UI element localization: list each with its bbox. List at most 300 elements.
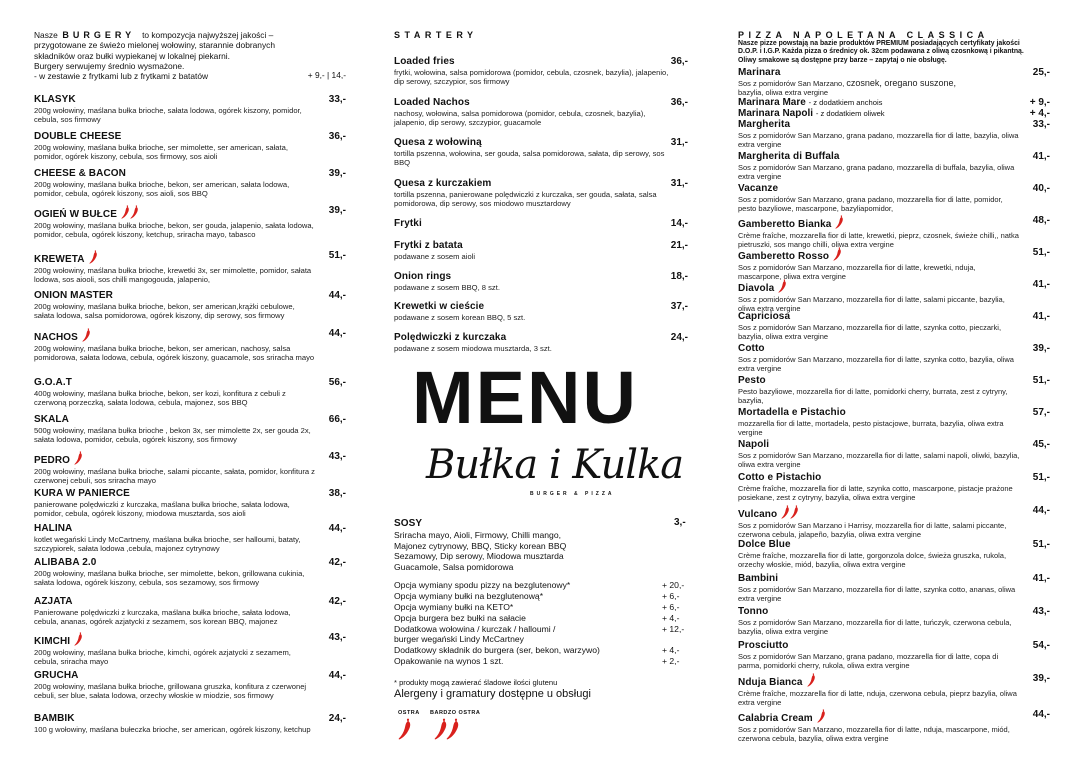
chili-pepper-icon xyxy=(130,205,139,219)
item-desc: tortilla pszenna, wołowina, ser gouda, salsa pomidorowa, sałata, dip serowy, sos BBQ xyxy=(394,149,665,168)
chili-pepper-icon xyxy=(817,709,826,723)
item-price: 44,- xyxy=(328,328,346,339)
item-price: 36,- xyxy=(328,131,346,142)
burgers-column xyxy=(34,0,346,770)
item-name-text: Krewetki w cieście xyxy=(394,301,485,312)
intro-line: składników oraz bułki wypiekanej w lokalnej piekarni. xyxy=(34,50,230,61)
menu-item xyxy=(34,94,346,124)
menu-item xyxy=(394,332,688,353)
legend-very-hot-label: BARDZO OSTRA xyxy=(430,710,481,716)
menu-item xyxy=(738,472,1050,502)
item-desc: 100 g wołowiny, maślana bułeczka brioche, ser american, ogórek kiszony, ketchup xyxy=(34,725,311,734)
menu-item xyxy=(394,97,688,127)
option-price: + 20,- xyxy=(662,580,685,590)
menu-item xyxy=(738,343,1050,373)
item-name-text: BAMBIK xyxy=(34,713,75,724)
item-desc: podawane z sosem aioli xyxy=(394,252,476,261)
item-desc: Crème fraîche, mozzarella fior di latte, nduja, czerwona cebula, pieprz bazylia, oliwa extra vergine xyxy=(738,689,1017,707)
menu-item xyxy=(738,67,1050,97)
option-row xyxy=(394,656,688,667)
menu-item xyxy=(34,205,346,239)
item-desc: 200g wołowiny, maślana bułka brioche, bekon, ser american, sałata lodowa, pomidor, cebula, ogórek kiszony, sos aioli, sos BBQ xyxy=(34,180,290,199)
item-name xyxy=(738,215,1050,231)
sauces-title: SOSY xyxy=(394,518,423,529)
item-desc: Sos z pomidorów San Marzano, grana padano, mozzarella fior di latte, bazylia, oliwa extra vergine xyxy=(738,131,1019,149)
pizza-title: PIZZA NAPOLETANA CLASSICA xyxy=(738,30,989,40)
item-name xyxy=(738,311,1050,323)
item-name xyxy=(738,539,1050,551)
option-price: + 12,- xyxy=(662,623,685,634)
menu-item xyxy=(738,673,1050,707)
menu-item xyxy=(738,439,1050,469)
chili-pepper-icon xyxy=(833,247,842,261)
item-name-text: SKALA xyxy=(34,414,69,425)
item-name xyxy=(34,94,346,106)
item-name-text: KURA W PANIERCE xyxy=(34,488,130,499)
item-desc: Sos z pomidorów San Marzano i Harrisy, mozzarella fior di latte, salami piccante, czerwona cebula, jalapeño, bazylia, oliwa extra vergine xyxy=(738,521,1007,539)
item-name xyxy=(738,573,1050,585)
menu-item xyxy=(738,311,1050,341)
item-desc: frytki, wołowina, salsa pomidorowa (pomidor, cebula, czosnek, bazylia), jalapenio, dip serowy, szczypior, sos firmowy xyxy=(394,68,669,87)
pizza-intro-line: D.O.P. i I.G.P. Każda pizza o średnicy ok. 32cm podawana z oliwą czosnkową i pikantną. xyxy=(738,48,1024,56)
menu-item-addon xyxy=(738,97,1050,108)
item-desc: kotlet wegański Lindy McCartneny, maślana bułka brioche, ser halloumi, bataty, szczypiorek, sałata lodowa ,cebula, majonez cytrynowy xyxy=(34,535,301,554)
chili-pepper-icon xyxy=(121,205,130,219)
item-desc: Sos z pomidorów San Marzano, mozzarella fior di latte, nduja, mascarpone, miód, czerwona cebula, bazylia, oliwa extra vergine xyxy=(738,725,1010,743)
item-name-text: NACHOS xyxy=(34,332,78,343)
item-price: 41,- xyxy=(1032,573,1050,584)
item-name-text: Margherita di Buffala xyxy=(738,151,840,162)
menu-item xyxy=(394,137,688,167)
menu-item xyxy=(34,557,346,587)
item-price: 37,- xyxy=(670,301,688,312)
item-name xyxy=(738,439,1050,451)
menu-item xyxy=(394,301,688,322)
item-desc: Sos z pomidorów San Marzano, grana padano, mozzarella fior di latte, copa di parma, pomidorki cherry, rukola, oliwa extra vergine xyxy=(738,652,999,670)
menu-item xyxy=(738,573,1050,603)
menu-item xyxy=(738,505,1050,539)
item-name-text: Pesto xyxy=(738,375,766,386)
item-price: 39,- xyxy=(1032,343,1050,354)
intro-line: - w zestawie z frytkami lub z frytkami z batatów xyxy=(34,71,209,82)
item-name xyxy=(738,673,1050,689)
menu-item xyxy=(738,407,1050,437)
menu-item xyxy=(738,119,1050,149)
item-desc: 400g wołowiny, maślana bułka brioche, bekon, ser kozi, konfitura z cebuli z czerwoną porzeczką, sałata lodowa, cebula, majonez, sos BBQ xyxy=(34,389,286,408)
item-name-text: Vacanze xyxy=(738,183,779,194)
item-name xyxy=(34,451,346,467)
sauces-line: Majonez cytrynowy, BBQ, Sticky korean BBQ xyxy=(394,540,567,551)
item-name-text: HALINA xyxy=(34,523,73,534)
fries-price: + 9,- | 14,- xyxy=(307,70,346,80)
item-name-text: ALIBABA 2.0 xyxy=(34,557,97,568)
menu-item xyxy=(34,250,346,284)
menu-item-addon xyxy=(738,108,1050,119)
item-name xyxy=(394,218,688,230)
intro-line: Burgery serwujemy średnio wysmażone. xyxy=(34,60,185,71)
item-desc: Crème fraîche, mozzarella fior di latte, gorgonzola dolce, świeża gruszka, rukola, orzechy włoskie, miód, bazylia, oliwa extra vergine xyxy=(738,551,1007,569)
menu-item xyxy=(394,56,688,86)
menu-item xyxy=(738,539,1050,569)
menu-item xyxy=(34,670,346,700)
item-name xyxy=(738,606,1050,618)
item-desc: podawane z sosem miodowa musztarda, 3 szt. xyxy=(394,344,552,353)
item-name-text: KIMCHI xyxy=(34,636,71,647)
item-price: 21,- xyxy=(670,240,688,251)
item-name xyxy=(34,557,346,569)
menu-item xyxy=(738,183,1050,213)
pizza-intro xyxy=(738,40,1050,65)
item-desc: 200g wołowiny, maślana bułka brioche, bekon, ser american, nachosy, salsa pomidorowa, sałata lodowa, cebula, ogórek kiszony, guacamole, sos sriracha mayo xyxy=(34,344,315,363)
sauces-line: Guacamole, Salsa pomidorowa xyxy=(394,561,514,572)
pizza-intro-line: Oliwy smakowe są dostępne przy barze – zapytaj o nie obsługę. xyxy=(738,56,947,64)
option-label: Opcja burgera bez bułki na sałacie xyxy=(394,612,526,623)
option-label: Opakowanie na wynos 1 szt. xyxy=(394,656,504,667)
item-price: 42,- xyxy=(328,557,346,568)
item-name xyxy=(394,137,688,149)
item-name xyxy=(34,131,346,143)
menu-item xyxy=(738,606,1050,636)
item-price: 14,- xyxy=(670,218,688,229)
item-price: 42,- xyxy=(328,596,346,607)
option-label: Opcja wymiany bułki na KETO* xyxy=(394,601,514,612)
item-price: 48,- xyxy=(1032,215,1050,226)
item-name xyxy=(738,640,1050,652)
chili-pepper-icon xyxy=(398,718,412,740)
item-name xyxy=(394,178,688,190)
item-price: 51,- xyxy=(1032,539,1050,550)
option-row xyxy=(394,634,688,645)
item-name xyxy=(738,472,1050,484)
item-price: 33,- xyxy=(1032,119,1050,130)
item-desc: Pesto bazyliowe, mozzarella fior di latte, pomidorki cherry, burrata, zest z cytryny, bazylia, xyxy=(738,387,1008,405)
item-name-text: Onion rings xyxy=(394,271,452,282)
item-price: 31,- xyxy=(670,137,688,148)
item-name-text: Dolce Blue xyxy=(738,539,791,550)
item-name-text: OGIEŃ W BUŁCE xyxy=(34,209,117,220)
option-label: Opcja wymiany spodu pizzy na bezglutenowy* xyxy=(394,580,571,590)
item-desc: panierowane polędwiczki z kurczaka, maślana bułka brioche, sałata lodowa, pomidor, cebula, ogórek kiszony, miodowa musztarda, sos aioli xyxy=(34,500,290,519)
item-name-text: ONION MASTER xyxy=(34,290,113,301)
item-desc: 200g wołowiny, maślana bułka brioche, bekon, ser american,krążki cebulowe, sałata lodowa, salsa pomidorowa, ogórek kiszony, dip serowy, sos firmowy xyxy=(34,302,295,321)
item-name xyxy=(34,670,346,682)
item-name-text: Capriciosa xyxy=(738,311,791,322)
sauces-price: 3,- xyxy=(674,517,686,528)
item-desc: Sos z pomidorów San Marzano, mozzarella fior di latte, salami piccante, bazylia, oliwa extra vergine xyxy=(738,295,1005,313)
option-price: + 4,- xyxy=(662,612,680,623)
item-name xyxy=(34,523,346,535)
item-name-text: G.O.A.T xyxy=(34,377,72,388)
item-name xyxy=(34,290,346,302)
item-price: 51,- xyxy=(1032,247,1050,258)
intro-burgery: BURGERY xyxy=(62,30,136,40)
item-name-text: GRUCHA xyxy=(34,670,79,681)
legend-hot-label: OSTRA xyxy=(398,710,420,716)
menu-item xyxy=(34,596,346,626)
item-name xyxy=(738,343,1050,355)
item-name-text: Quesa z wołowiną xyxy=(394,137,482,148)
item-desc: Crème fraîche, mozzarella fior di latte, krewetki, pieprz, czosnek, świeże chilli,, natka pietruszki, sos mango chilli, oliwa extra vergine xyxy=(738,231,1019,249)
item-price: 41,- xyxy=(1032,279,1050,290)
item-price: 39,- xyxy=(1032,673,1050,684)
item-name-text: Gamberetto Bianka xyxy=(738,219,832,230)
menu-item xyxy=(738,640,1050,670)
item-desc: 200g wołowiny, maślana bułka brioche, sałata lodowa, ogórek kiszony, pomidor, cebula, sos firmowy xyxy=(34,106,302,125)
item-price: 41,- xyxy=(1032,151,1050,162)
item-desc: Sos z pomidorów San Marzano, mozzarella fior di latte, tuńczyk, czerwona cebula, bazylia, oliwa extra vergine xyxy=(738,618,1012,636)
option-label: Dodatkowy składnik do burgera (ser, bekon, warzywo) xyxy=(394,645,600,656)
item-name xyxy=(738,279,1050,295)
item-price: 43,- xyxy=(328,451,346,462)
intro-prefix: Nasze xyxy=(34,30,58,40)
option-row xyxy=(394,624,688,635)
item-name xyxy=(394,240,688,252)
sauces-section xyxy=(394,518,688,572)
item-name-text: PEDRO xyxy=(34,455,71,466)
item-desc: 200g wołowiny, maślana bułka brioche, bekon, ser gouda, jalapenio, sałata lodowa, pomidor, cebula, ogórek kiszony, ketchup, sriracha mayo, tabasco xyxy=(34,221,314,240)
item-desc: 500g wołowiny, maślana bułka brioche , bekon 3x, ser mimolette 2x, ser gouda 2x, sałata lodowa, pomidor, cebula, ogórek kiszony, sos firmowy xyxy=(34,426,311,445)
item-price: 31,- xyxy=(670,178,688,189)
menu-item xyxy=(34,451,346,485)
item-name-text: Gamberetto Rosso xyxy=(738,251,830,262)
starters-title: STARTERY xyxy=(394,30,478,40)
item-name-text: Prosciutto xyxy=(738,640,789,651)
item-name-text: Vulcano xyxy=(738,509,778,520)
chili-pepper-icon xyxy=(778,279,787,293)
item-desc: Sos z pomidorów San Marzano, mozzarella fior di latte, szynka cotto, pieczarki, bazylia, oliwa extra vergine xyxy=(738,323,1002,341)
item-desc: Sos z pomidorów San Marzano, mozzarella fior di latte, salami napoli, oliwki, bazylia, oliwa extra vergine xyxy=(738,451,1020,469)
item-name-text: Loaded Nachos xyxy=(394,97,470,108)
item-price: 66,- xyxy=(328,414,346,425)
menu-item xyxy=(34,290,346,320)
menu-item xyxy=(34,131,346,161)
item-desc: Sos z pomidorów San Marzano, mozzarella fior di latte, krewetki, nduja, mascarpone, oliwa extra vergine xyxy=(738,263,976,281)
item-name xyxy=(34,205,346,221)
item-desc: tortilla pszenna, panierowane polędwiczki z kurczaka, ser gouda, sałata, salsa pomidorowa, dip serowy, sos miodowo musztardowy xyxy=(394,190,657,209)
chili-pepper-icon xyxy=(74,451,83,465)
item-desc: 200g wołowiny, maślana bułka brioche, krewetki 3x, ser mimolette, pomidor, sałata lodowa, sos aiooli, sos chilli mangogouda, jalapenio, xyxy=(34,266,312,285)
sauces-line: Sriracha mayo, Aioli, Firmowy, Chilli mango, xyxy=(394,530,561,540)
item-name: Marinara Napoli xyxy=(738,108,814,119)
item-price: 39,- xyxy=(328,168,346,179)
item-name: Marinara xyxy=(738,67,781,78)
item-price: 43,- xyxy=(328,632,346,643)
item-name xyxy=(34,168,346,180)
item-price: 57,- xyxy=(1032,407,1050,418)
item-name-text: Bambini xyxy=(738,573,779,584)
item-desc: Sos z pomidorów San Marzano, grana padano, mozzarella fior di latte, pomidor, pesto bazyliowe, mascarpone, bazyliapomidor, xyxy=(738,195,1003,213)
options-list xyxy=(394,580,688,667)
item-name xyxy=(34,632,346,648)
menu-item xyxy=(34,713,346,734)
menu-item xyxy=(34,377,346,407)
item-name-text: Mortadella e Pistachio xyxy=(738,407,846,418)
item-desc: Crème fraîche, mozzarella fior di latte, szynka cotto, mascarpone, pistacje prażone posiekane, zest z cytryny, bazylia, oliwa extra vergine xyxy=(738,484,1013,502)
item-desc: 200g wołowiny, maślana bułka brioche, ser mimolette, ser american, sałata, pomidor, ogórek kiszony, cebula, sos firmowy, sos aioli xyxy=(34,143,288,162)
option-price: + 6,- xyxy=(662,590,680,601)
item-name-text: Cotto xyxy=(738,343,765,354)
item-price: 51,- xyxy=(1032,472,1050,483)
item-price: 38,- xyxy=(328,488,346,499)
option-label: Opcja wymiany bułki na bezglutenową* xyxy=(394,590,544,601)
item-price: 44,- xyxy=(328,670,346,681)
item-name xyxy=(34,377,346,389)
option-row xyxy=(394,591,688,602)
option-row xyxy=(394,613,688,624)
chili-pepper-icon xyxy=(790,505,799,519)
item-name xyxy=(738,247,1050,263)
item-name-text: Cotto e Pistachio xyxy=(738,472,822,483)
item-desc-part: czosnek, oregano suszone, xyxy=(846,78,956,88)
menu-item xyxy=(738,279,1050,313)
item-desc: mozzarella fior di latte, mortadela, pesto pistacjowe, burrata, bazylia, oliwa extra vergine xyxy=(738,419,1004,437)
item-desc: 200g wołowiny, maślana bułka brioche, grillowana gruszka, konfitura z czerwonej cebuli, ser blue, sałata lodowa, orzechy włoskie w miodzie, sos firmowy xyxy=(34,682,307,701)
item-name xyxy=(738,119,1050,131)
chili-pepper-icon xyxy=(835,215,844,229)
item-price: 44,- xyxy=(1032,505,1050,516)
item-name-text: Loaded fries xyxy=(394,56,455,67)
item-price: 25,- xyxy=(1032,67,1050,78)
item-name xyxy=(738,183,1050,195)
item-name xyxy=(34,713,346,725)
chili-pepper-icon xyxy=(89,250,98,264)
item-name-text: CHEESE & BACON xyxy=(34,168,126,179)
item-desc: 200g wołowiny, maślana bułka brioche, kimchi, ogórek azjatycki z sezamem, cebula, sriracha mayo xyxy=(34,648,291,667)
option-row xyxy=(394,602,688,613)
item-name xyxy=(34,414,346,426)
item-price: 18,- xyxy=(670,271,688,282)
item-note: - z dodatkiem oliwek xyxy=(815,109,885,118)
item-name-text: Polędwiczki z kurczaka xyxy=(394,332,507,343)
menu-item xyxy=(394,178,688,208)
item-name-text: KREWETA xyxy=(34,254,85,265)
option-price: + 6,- xyxy=(662,601,680,612)
item-name xyxy=(394,271,688,283)
allergens-note: Alergeny i gramatury dostępne u obsługi xyxy=(394,688,591,700)
burgers-intro xyxy=(34,30,346,81)
item-name xyxy=(34,250,346,266)
chili-pepper-icon xyxy=(446,718,460,740)
menu-item xyxy=(34,523,346,553)
menu-item xyxy=(34,488,346,518)
item-price: 36,- xyxy=(670,97,688,108)
chili-pepper-icon xyxy=(807,673,816,687)
option-price: + 4,- xyxy=(662,645,680,656)
chili-pepper-icon xyxy=(74,632,83,646)
item-name xyxy=(738,709,1050,725)
pizza-intro-line: Nasze pizze powstają na bazie produktów PREMIUM posiadających certyfikaty jakości xyxy=(738,40,1020,47)
item-desc: podawane z sosem BBQ, 8 szt. xyxy=(394,283,500,292)
item-desc: podawane z sosem korean BBQ, 5 szt. xyxy=(394,313,526,322)
menu-item xyxy=(34,632,346,666)
item-price: 44,- xyxy=(1032,709,1050,720)
item-name-text: DOUBLE CHEESE xyxy=(34,131,122,142)
item-price: 40,- xyxy=(1032,183,1050,194)
item-note: - z dodatkiem anchois xyxy=(808,98,883,107)
option-row xyxy=(394,580,688,591)
intro-line: przygotowane ze świeżo mielonej wołowiny, starannie dobranych xyxy=(34,40,275,51)
menu-item xyxy=(34,414,346,444)
menu-item xyxy=(394,240,688,261)
menu-item xyxy=(394,271,688,292)
sauces-line: Sezamowy, Dip serowy, Miodowa musztarda xyxy=(394,551,564,561)
option-price: + 2,- xyxy=(662,656,680,667)
item-name: Marinara Mare xyxy=(738,97,806,108)
menu-item xyxy=(738,215,1050,249)
item-name-text: KLASYK xyxy=(34,94,76,105)
item-price: + 4,- xyxy=(1029,108,1050,119)
item-price: 54,- xyxy=(1032,640,1050,651)
item-name-text: Napoli xyxy=(738,439,770,450)
gluten-footnote: * produkty mogą zawierać śladowe ilości glutenu xyxy=(394,678,558,687)
item-price: 39,- xyxy=(328,205,346,216)
item-name xyxy=(394,56,688,68)
menu-item xyxy=(34,168,346,198)
item-name xyxy=(34,328,346,344)
item-price: + 9,- xyxy=(1029,97,1050,108)
item-name xyxy=(738,505,1050,521)
item-price: 41,- xyxy=(1032,311,1050,322)
item-name-text: Diavola xyxy=(738,283,775,294)
option-row xyxy=(394,645,688,656)
item-name-text: Nduja Bianca xyxy=(738,677,803,688)
menu-item xyxy=(738,247,1050,281)
item-name xyxy=(34,488,346,500)
chili-pepper-icon xyxy=(82,328,91,342)
item-price: 44,- xyxy=(328,290,346,301)
chili-pepper-icon xyxy=(781,505,790,519)
item-desc: nachosy, wołowina, salsa pomidorowa (pomidor, cebula, czosnek, bazylia), jalapenio, dip serowy, szczypior, guacamole xyxy=(394,109,646,128)
item-price: 36,- xyxy=(670,56,688,67)
item-name xyxy=(738,151,1050,163)
item-name xyxy=(394,332,688,344)
menu-item xyxy=(738,151,1050,181)
item-price: 24,- xyxy=(670,332,688,343)
item-name-text: AZJATA xyxy=(34,596,73,607)
item-name-text: Calabria Cream xyxy=(738,713,813,724)
menu-item xyxy=(738,375,1050,405)
item-name-text: Margherita xyxy=(738,119,791,130)
item-desc: Sos z pomidorów San Marzano, grana padano, mozzarella di buffala, bazylia, oliwa extra vergine xyxy=(738,163,1015,181)
item-name-text: Quesa z kurczakiem xyxy=(394,178,492,189)
option-label: burger wegański Lindy McCartney xyxy=(394,634,524,645)
item-price: 51,- xyxy=(1032,375,1050,386)
item-name xyxy=(394,301,688,313)
item-desc: Sos z pomidorów San Marzano, mozzarella fior di latte, szynka cotto, bazylia, oliwa extra vergine xyxy=(738,355,1014,373)
item-desc: Sos z pomidorów San Marzano, mozzarella fior di latte, szynka cotto, ananas, oliwa extra vergine xyxy=(738,585,1016,603)
option-label: Dodatkowa wołowina / kurczak / halloumi / xyxy=(394,623,556,634)
item-desc-part: Sos z pomidorów San Marzano, xyxy=(738,79,845,88)
item-desc: bazylia, oliwa extra vergine xyxy=(738,88,829,97)
brand-subtitle: BURGER & PIZZA xyxy=(530,491,615,497)
item-desc xyxy=(738,79,1050,88)
item-name-text: Tonno xyxy=(738,606,769,617)
item-name xyxy=(738,375,1050,387)
item-name-text: Frytki z batata xyxy=(394,240,463,251)
item-desc: Panierowane polędwiczki z kurczaka, maślana bułka brioche, sałata lodowa, cebula, ananas, ogórek azjatycki z sezamem, sos korean BBQ, majonez xyxy=(34,608,291,627)
intro-line: to kompozycja najwyższej jakości – xyxy=(142,30,274,40)
item-price: 44,- xyxy=(328,523,346,534)
item-price: 33,- xyxy=(328,94,346,105)
item-price: 43,- xyxy=(1032,606,1050,617)
menu-item xyxy=(738,709,1050,743)
menu-item xyxy=(34,328,346,362)
item-price: 56,- xyxy=(328,377,346,388)
item-price: 24,- xyxy=(328,713,346,724)
menu-item xyxy=(394,218,688,230)
brand-logo: Bułka i Kulka xyxy=(426,442,684,488)
menu-logo: MENU xyxy=(412,356,638,439)
